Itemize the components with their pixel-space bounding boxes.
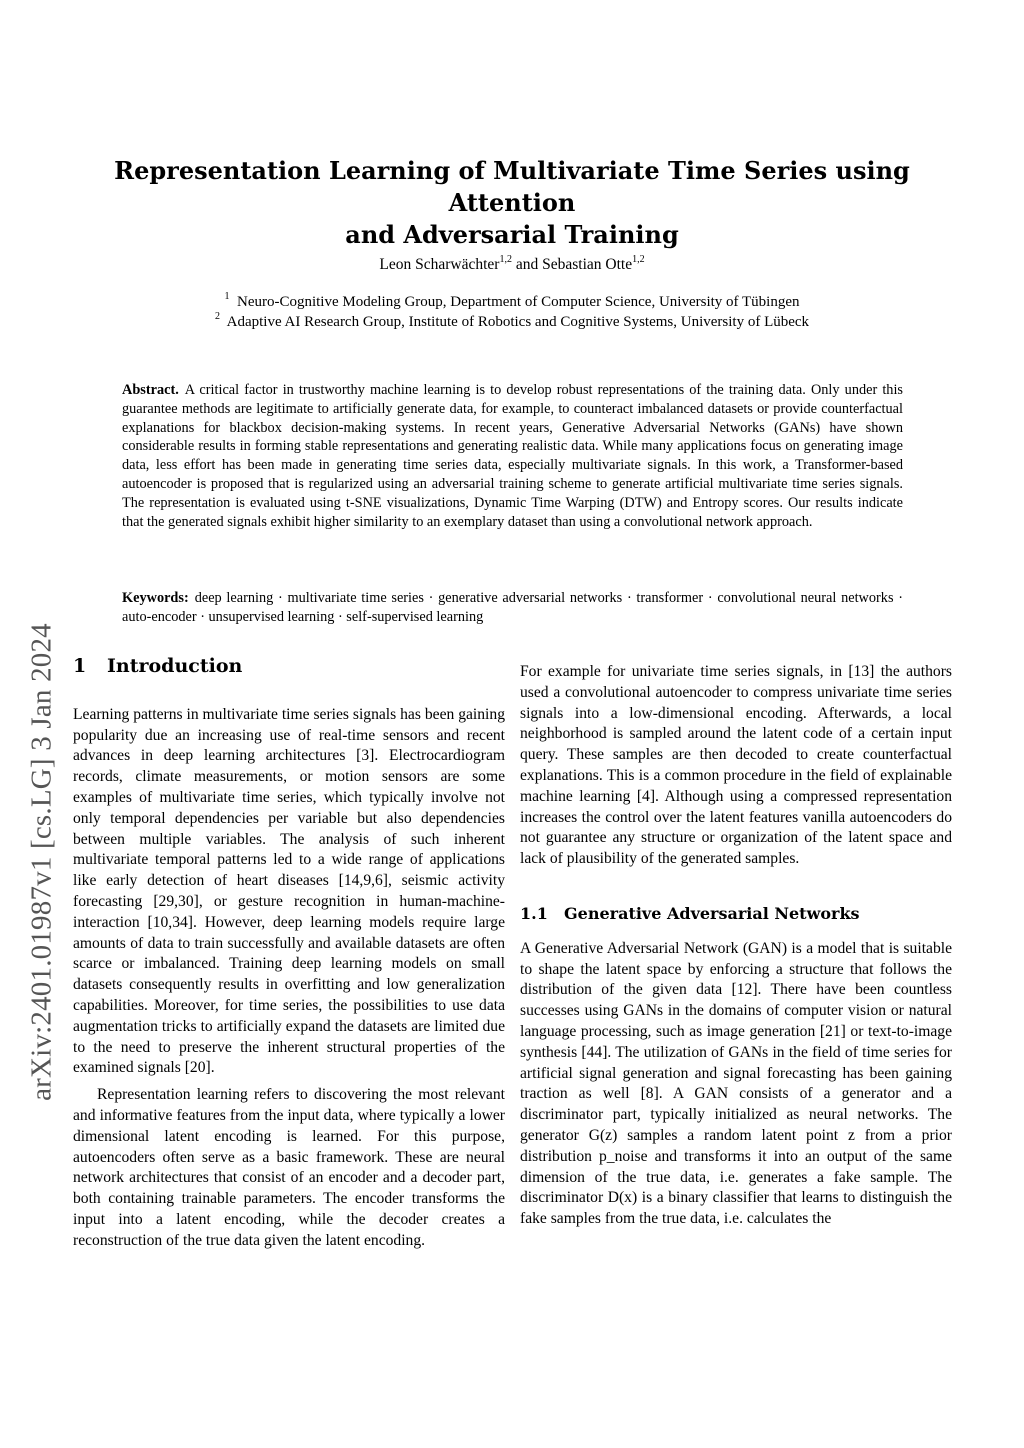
- arxiv-identifier: arXiv:2401.01987v1 [cs.LG] 3 Jan 2024: [25, 623, 58, 1101]
- subsection-title: Generative Adversarial Networks: [564, 903, 860, 923]
- gan-paragraph-1: A Generative Adversarial Network (GAN) is a model that is suitable to shape the latent space by enforcing a structure that follows the distribution of the given data [12]. There have been countless successes using GANs in the domains of computer vision or natural language processing, such as image generation [21] or text-to-image synthesis [44]. The utilization of GANs in the field of time series for artificial signal generation and signal forecasting has been gaining traction as well [8]. A GAN consists of a generator and a discriminator part, typically initialized as neural networks. The generator G(z) samples a random latent point z from a prior distribution p_noise and transforms it into an output of the same dimension of the true data, i.e. generates a fake sample. The discriminator D(x) is a binary classifier that learns to distinguish the fake samples from the true data, i.e. calculates the: [520, 939, 952, 1228]
- keywords-label: Keywords:: [122, 590, 189, 606]
- author-2-affil: 1,2: [632, 254, 645, 265]
- author-connector: and: [511, 256, 543, 273]
- author-1-affil: 1,2: [499, 254, 512, 265]
- intro-paragraph-1: Learning patterns in multivariate time series signals has been gaining popularity due an increasing use of real-time sensors and recent advances in deep learning architectures [3]. Electrocardiogram records, climate measurements, or motion sensors are some examples of multivariate time series, which typically involve not only temporal dependencies per variable but also dependencies between multiple variables. The analysis of such inherent multivariate temporal patterns led to a wide range of applications like early detection of heart diseases [14,9,6], seismic activity forecasting [29,30], or gesture recognition in human-machine-interaction [10,34]. However, deep learning models require large amounts of data to train successfully and available datasets are often scarce or imbalanced. Training deep learning models on small datasets consequently results in overfitting and low generalization capabilities. Moreover, for time series, the possibilities to use data augmentation tricks to artificially expand the datasets are limited due to the need to preserve the inherent structural properties of the examined signals [20].: [73, 705, 505, 1077]
- affiliation-2-num: 2: [214, 311, 220, 322]
- right-column: [520, 662, 952, 1230]
- abstract-text: A critical factor in trustworthy machine learning is to develop robust representations of the training data. Only under this guarantee methods are legitimate to artificially generate data, for example, to counteract imbalanced datasets or provide counterfactual explanations for blackbox decision-making systems. In recent years, Generative Adversarial Networks (GANs) have shown considerable results in forming stable representations and generating realistic data. While many applications focus on generating image data, less effort has been made in generating time series data, especially multivariate signals. In this work, a Transformer-based autoencoder is proposed that is regularized using an adversarial training scheme to generate artificial multivariate time series signals. The representation is evaluated using t-SNE visualizations, Dynamic Time Warping (DTW) and Entropy scores. Our results indicate that the generated signals exhibit higher similarity to an exemplary dataset than using a convolutional network approach.: [122, 382, 903, 530]
- keywords-text: deep learning · multivariate time series · generative adversarial networks · transformer · convolutional neural networks · auto-encoder · unsupervised learning · self-supervised learning: [122, 590, 903, 625]
- author-2: Sebastian Otte: [542, 256, 633, 273]
- affiliation-1: [80, 292, 944, 312]
- affiliation-2: [80, 312, 944, 332]
- abstract-label: Abstract.: [122, 382, 179, 398]
- arxiv-sidebar: [0, 0, 80, 1448]
- affiliations: [80, 292, 944, 332]
- title-line-1: Representation Learning of Multivariate Time Series using Attention: [114, 156, 910, 217]
- section-number: 1: [73, 655, 87, 677]
- affiliation-1-text: Neuro-Cognitive Modeling Group, Department of Computer Science, University of Tübingen: [236, 294, 800, 310]
- author-1: Leon Scharwächter: [379, 256, 500, 273]
- paper-title: [80, 155, 944, 251]
- affiliation-2-text: Adaptive AI Research Group, Institute of Robotics and Cognitive Systems, University of Lübeck: [226, 314, 810, 330]
- affiliation-1-num: 1: [224, 291, 230, 302]
- abstract: [122, 381, 903, 531]
- subsection-heading-gan: [520, 904, 952, 925]
- subsection-number: 1.1: [520, 903, 548, 923]
- intro-paragraph-3: For example for univariate time series signals, in [13] the authors used a convolutional autoencoder to compress univariate time series signals into a low-dimensional encoding. Afterwards, a local neighborhood is sampled around the latent code of a certain input query. These samples are then decoded to create counterfactual explanations. This is a common procedure in the field of explainable machine learning [4]. Although using a compressed representation increases the control over the latent features vanilla autoencoders do not guarantee any structure or organization of the latent space and lack of plausibility of the generated samples.: [520, 663, 952, 868]
- section-heading-introduction: [73, 656, 505, 677]
- intro-paragraph-2: Representation learning refers to discovering the most relevant and informative features from the input data, where typically a lower dimensional latent encoding is learned. For this purpose, autoencoders often serve as a basic framework. These are neural network architectures that consist of an encoder and a decoder part, both containing trainable parameters. The encoder transforms the input into a latent encoding, while the decoder creates a reconstruction of the true data given the latent encoding.: [73, 1086, 505, 1249]
- title-line-2: and Adversarial Training: [345, 220, 679, 249]
- left-column: [73, 656, 505, 1252]
- author-list: [80, 256, 944, 274]
- keywords: [122, 589, 903, 627]
- section-title: Introduction: [107, 655, 243, 677]
